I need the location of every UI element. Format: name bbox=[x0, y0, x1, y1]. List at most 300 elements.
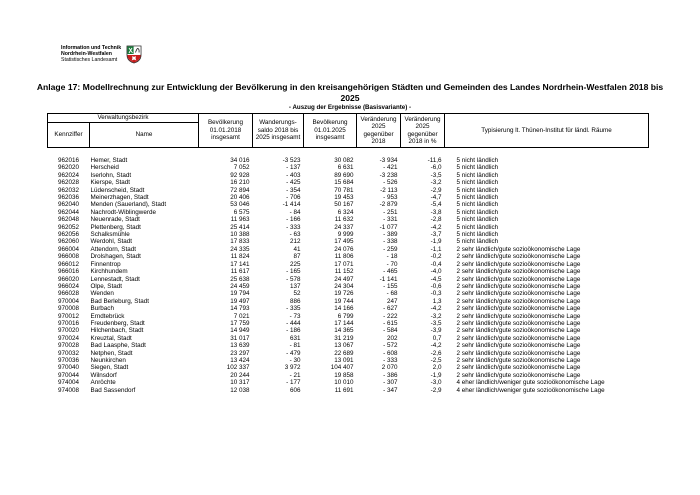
row-typisierung: 2 sehr ländlich/gute sozioökonomische Lage bbox=[456, 282, 581, 290]
row-kennziffer: 970044 bbox=[57, 371, 79, 379]
row-bev2025: 19 858 bbox=[334, 371, 354, 379]
row-kennziffer: 970024 bbox=[57, 334, 79, 342]
row-veraenderung: - 307 bbox=[383, 379, 398, 387]
page-subtitle: - Auszug der Ergebnisse (Basisvariante) - bbox=[288, 104, 412, 111]
row-veraenderung: - 608 bbox=[383, 349, 398, 357]
row-veraenderung: - 251 bbox=[383, 208, 398, 216]
row-kennziffer: 970020 bbox=[57, 327, 79, 335]
row-kennziffer: 962032 bbox=[57, 186, 79, 194]
row-veraenderung: - 259 bbox=[383, 245, 398, 253]
row-veraenderung-pct: -0,3 bbox=[430, 290, 442, 298]
row-typisierung: 5 nicht ländlich bbox=[456, 194, 499, 202]
row-bev2025: 11 691 bbox=[334, 386, 354, 394]
row-bev2018: 102 337 bbox=[226, 364, 250, 372]
row-name: Lennestadt, Stadt bbox=[90, 275, 140, 283]
row-saldo: -3 523 bbox=[282, 157, 301, 164]
row-veraenderung-pct: -6,0 bbox=[430, 164, 442, 172]
row-bev2018: 11 963 bbox=[230, 216, 250, 224]
row-bev2018: 17 759 bbox=[230, 319, 250, 327]
row-name: Bad Berleburg, Stadt bbox=[90, 297, 149, 305]
table-row bbox=[48, 320, 649, 327]
logo-line-1: Information und Technik bbox=[61, 45, 122, 51]
row-name: Plettenberg, Stadt bbox=[90, 223, 141, 231]
table-row bbox=[48, 313, 649, 320]
row-bev2018: 19 794 bbox=[230, 290, 250, 298]
row-name: Olpe, Stadt bbox=[90, 282, 123, 290]
table-row bbox=[48, 327, 649, 334]
row-veraenderung-pct: -3,0 bbox=[430, 379, 442, 387]
row-veraenderung: -3 934 bbox=[379, 157, 398, 164]
row-kennziffer: 970004 bbox=[57, 297, 79, 305]
row-bev2025: 14 365 bbox=[334, 327, 354, 335]
row-bev2025: 17 071 bbox=[334, 260, 354, 268]
row-saldo: - 137 bbox=[286, 164, 301, 172]
logo-text bbox=[61, 45, 121, 63]
row-name: Wilnsdorf bbox=[90, 371, 117, 379]
row-kennziffer: 966008 bbox=[57, 253, 79, 261]
row-veraenderung: - 18 bbox=[386, 253, 398, 261]
row-veraenderung-pct: -3,2 bbox=[430, 312, 442, 320]
row-bev2018: 92 928 bbox=[230, 171, 250, 179]
row-saldo: - 479 bbox=[286, 349, 301, 357]
header-typisierung: Typisierung lt. Thünen-Institut für ländl. Räume bbox=[445, 114, 649, 148]
row-saldo: - 63 bbox=[289, 231, 301, 239]
row-veraenderung: -2 879 bbox=[379, 201, 398, 209]
row-bev2025: 13 067 bbox=[334, 342, 354, 350]
row-veraenderung-pct: -1,9 bbox=[430, 371, 442, 379]
row-veraenderung-pct: -2,5 bbox=[430, 356, 442, 364]
row-veraenderung-pct: -1,1 bbox=[430, 245, 442, 253]
row-kennziffer: 970040 bbox=[57, 364, 79, 372]
row-typisierung: 5 nicht ländlich bbox=[456, 164, 499, 172]
row-bev2018: 13 639 bbox=[230, 342, 250, 350]
row-name: Schalksmühle bbox=[90, 231, 130, 239]
header-bev2025: Bevölkerung 01.01.2025 insgesamt bbox=[304, 114, 357, 148]
row-name: Burbach bbox=[90, 305, 114, 313]
table-row bbox=[48, 379, 649, 386]
row-bev2018: 11 824 bbox=[230, 253, 250, 261]
row-veraenderung: 202 bbox=[386, 334, 398, 342]
table-row bbox=[48, 194, 649, 201]
row-typisierung: 2 sehr ländlich/gute sozioökonomische Lage bbox=[456, 245, 581, 253]
table-row bbox=[48, 350, 649, 357]
row-typisierung: 2 sehr ländlich/gute sozioökonomische Lage bbox=[456, 349, 581, 357]
row-bev2025: 19 453 bbox=[334, 194, 354, 202]
row-saldo: 886 bbox=[289, 297, 301, 305]
row-veraenderung: - 333 bbox=[383, 356, 398, 364]
row-typisierung: 2 sehr ländlich/gute sozioökonomische Lage bbox=[456, 290, 581, 298]
table-row bbox=[48, 179, 649, 186]
row-veraenderung: - 627 bbox=[383, 305, 398, 313]
row-bev2025: 14 166 bbox=[334, 305, 354, 313]
row-typisierung: 2 sehr ländlich/gute sozioökonomische Lage bbox=[456, 312, 581, 320]
table-row bbox=[48, 357, 649, 364]
table-row bbox=[48, 261, 649, 268]
row-bev2018: 25 414 bbox=[230, 223, 250, 231]
row-veraenderung: 247 bbox=[386, 297, 398, 305]
row-veraenderung-pct: -3,5 bbox=[430, 171, 442, 179]
header-saldo: Wanderungs-saldo 2018 bis 2025 insgesamt bbox=[253, 114, 304, 148]
table-row bbox=[48, 201, 649, 208]
row-saldo: - 21 bbox=[289, 371, 301, 379]
table-row bbox=[48, 290, 649, 297]
row-veraenderung: - 338 bbox=[383, 238, 398, 246]
nrw-crest-icon bbox=[126, 45, 142, 64]
row-saldo: - 165 bbox=[286, 268, 301, 276]
row-veraenderung-pct: -2,6 bbox=[430, 349, 442, 357]
row-bev2018: 17 833 bbox=[230, 238, 250, 246]
row-typisierung: 2 sehr ländlich/gute sozioökonomische Lage bbox=[456, 327, 581, 335]
row-veraenderung-pct: 2,0 bbox=[432, 364, 442, 372]
row-saldo: -1 414 bbox=[282, 201, 301, 209]
row-veraenderung: - 222 bbox=[383, 312, 398, 320]
row-name: Hemer, Stadt bbox=[90, 157, 128, 164]
row-kennziffer: 970036 bbox=[57, 356, 79, 364]
row-veraenderung-pct: -3,7 bbox=[430, 231, 442, 239]
row-kennziffer: 970008 bbox=[57, 305, 79, 313]
table-row bbox=[48, 209, 649, 216]
header-bev2018: Bevölkerung 01.01.2018 insgesamt bbox=[199, 114, 253, 148]
row-saldo: 41 bbox=[293, 245, 301, 253]
row-kennziffer: 966024 bbox=[57, 282, 79, 290]
row-name: Netphen, Stadt bbox=[90, 349, 133, 357]
table-row bbox=[48, 224, 649, 231]
row-veraenderung-pct: -1,9 bbox=[430, 238, 442, 246]
row-bev2018: 34 016 bbox=[230, 157, 250, 164]
header-name: Name bbox=[90, 123, 199, 148]
row-name: Attendorn, Stadt bbox=[90, 245, 137, 253]
row-typisierung: 5 nicht ländlich bbox=[456, 157, 499, 164]
row-veraenderung: - 615 bbox=[383, 319, 398, 327]
table-row bbox=[48, 231, 649, 238]
row-saldo: - 166 bbox=[286, 216, 301, 224]
row-saldo: 52 bbox=[293, 290, 301, 298]
row-bev2018: 23 297 bbox=[230, 349, 250, 357]
row-veraenderung: - 526 bbox=[383, 179, 398, 187]
table-row bbox=[48, 164, 649, 171]
row-kennziffer: 962016 bbox=[57, 157, 79, 164]
table-row bbox=[48, 268, 649, 275]
row-typisierung: 2 sehr ländlich/gute sozioökonomische Lage bbox=[456, 371, 581, 379]
row-typisierung: 2 sehr ländlich/gute sozioökonomische Lage bbox=[456, 268, 581, 276]
row-veraenderung: - 584 bbox=[383, 327, 398, 335]
row-typisierung: 5 nicht ländlich bbox=[456, 216, 499, 224]
row-saldo: - 81 bbox=[289, 342, 301, 350]
row-saldo: 87 bbox=[293, 253, 301, 261]
row-veraenderung-pct: -4,0 bbox=[430, 268, 442, 276]
row-typisierung: 5 nicht ländlich bbox=[456, 208, 499, 216]
table-row bbox=[48, 387, 649, 394]
row-kennziffer: 962060 bbox=[57, 238, 79, 246]
header-veraenderung-pct: Veränderung 2025 gegenüber 2018 in % bbox=[401, 114, 445, 148]
row-veraenderung: - 347 bbox=[383, 386, 398, 394]
row-saldo: - 403 bbox=[286, 171, 301, 179]
row-bev2025: 15 684 bbox=[334, 179, 354, 187]
row-bev2025: 24 304 bbox=[334, 282, 354, 290]
table-row bbox=[48, 335, 649, 342]
row-bev2025: 22 689 bbox=[334, 349, 354, 357]
row-typisierung: 2 sehr ländlich/gute sozioökonomische Lage bbox=[456, 305, 581, 313]
row-bev2025: 24 497 bbox=[334, 275, 354, 283]
row-bev2025: 70 781 bbox=[334, 186, 354, 194]
table-row bbox=[48, 216, 649, 223]
row-kennziffer: 962040 bbox=[57, 201, 79, 209]
row-bev2025: 17 495 bbox=[334, 238, 354, 246]
row-saldo: - 578 bbox=[286, 275, 301, 283]
row-veraenderung-pct: -2,9 bbox=[430, 186, 442, 194]
row-typisierung: 5 nicht ländlich bbox=[456, 223, 499, 231]
row-bev2018: 7 052 bbox=[233, 164, 250, 172]
table-row bbox=[48, 157, 649, 164]
row-bev2025: 11 806 bbox=[334, 253, 354, 261]
row-name: Kirchhundem bbox=[90, 268, 128, 276]
row-typisierung: 4 eher ländlich/weniger gute sozioökonomische Lage bbox=[456, 386, 605, 394]
row-kennziffer: 966028 bbox=[57, 290, 79, 298]
row-saldo: 212 bbox=[289, 238, 301, 246]
row-name: Iserlohn, Stadt bbox=[90, 171, 132, 179]
row-bev2018: 16 210 bbox=[230, 179, 250, 187]
row-bev2025: 6 631 bbox=[337, 164, 354, 172]
row-veraenderung-pct: -0,4 bbox=[430, 260, 442, 268]
row-bev2025: 10 010 bbox=[334, 379, 354, 387]
row-kennziffer: 970012 bbox=[57, 312, 79, 320]
row-veraenderung-pct: -3,8 bbox=[430, 208, 442, 216]
row-bev2018: 20 406 bbox=[230, 194, 250, 202]
row-typisierung: 5 nicht ländlich bbox=[456, 171, 499, 179]
row-veraenderung-pct: -3,9 bbox=[430, 327, 442, 335]
row-veraenderung: - 572 bbox=[383, 342, 398, 350]
logo-line-2: Nordrhein-Westfalen bbox=[61, 51, 112, 57]
row-bev2025: 104 407 bbox=[330, 364, 354, 372]
row-saldo: - 706 bbox=[286, 194, 301, 202]
row-name: Freudenberg, Stadt bbox=[90, 319, 145, 327]
row-typisierung: 5 nicht ländlich bbox=[456, 179, 499, 187]
row-name: Menden (Sauerland), Stadt bbox=[90, 201, 167, 209]
row-kennziffer: 966016 bbox=[57, 268, 79, 276]
row-name: Werdohl, Stadt bbox=[90, 238, 133, 246]
row-bev2018: 6 575 bbox=[233, 208, 250, 216]
row-saldo: - 73 bbox=[289, 312, 301, 320]
row-kennziffer: 962036 bbox=[57, 194, 79, 202]
row-kennziffer: 962048 bbox=[57, 216, 79, 224]
row-saldo: - 177 bbox=[286, 379, 301, 387]
row-veraenderung-pct: -0,2 bbox=[430, 253, 442, 261]
row-name: Lüdenscheid, Stadt bbox=[90, 186, 145, 194]
row-saldo: - 186 bbox=[286, 327, 301, 335]
row-bev2025: 24 337 bbox=[334, 223, 354, 231]
row-saldo: - 30 bbox=[289, 356, 301, 364]
row-bev2025: 13 091 bbox=[334, 356, 354, 364]
row-veraenderung-pct: -2,8 bbox=[430, 216, 442, 224]
row-kennziffer: 974008 bbox=[57, 386, 79, 394]
row-kennziffer: 970016 bbox=[57, 319, 79, 327]
row-veraenderung-pct: -4,2 bbox=[430, 342, 442, 350]
row-kennziffer: 962056 bbox=[57, 231, 79, 239]
row-veraenderung-pct: -4,2 bbox=[430, 223, 442, 231]
row-kennziffer: 962020 bbox=[57, 164, 79, 172]
row-bev2025: 89 690 bbox=[334, 171, 354, 179]
row-name: Siegen, Stadt bbox=[90, 364, 129, 372]
row-bev2018: 10 317 bbox=[230, 379, 250, 387]
row-veraenderung: - 953 bbox=[383, 194, 398, 202]
table-row bbox=[48, 276, 649, 283]
row-saldo: - 444 bbox=[286, 319, 301, 327]
row-veraenderung-pct: -4,5 bbox=[430, 275, 442, 283]
row-name: Finnentrop bbox=[90, 260, 121, 268]
table-row bbox=[48, 305, 649, 312]
row-saldo: - 84 bbox=[289, 208, 301, 216]
row-bev2025: 6 799 bbox=[337, 312, 354, 320]
row-veraenderung: -1 077 bbox=[379, 223, 398, 231]
row-kennziffer: 962052 bbox=[57, 223, 79, 231]
row-bev2018: 20 244 bbox=[230, 371, 250, 379]
row-name: Anröchte bbox=[90, 379, 116, 387]
page-title: Anlage 17: Modellrechnung zur Entwicklung der Bevölkerung in den kreisangehörigen Städten und Gemeinden des Landes Nordrhein-Westfalen 2018 bis 2025 bbox=[36, 82, 664, 103]
row-veraenderung: - 155 bbox=[383, 282, 398, 290]
row-bev2018: 19 497 bbox=[230, 297, 250, 305]
table-row bbox=[48, 364, 649, 371]
row-veraenderung-pct: 0,7 bbox=[432, 334, 442, 342]
row-bev2018: 25 638 bbox=[230, 275, 250, 283]
row-saldo: 631 bbox=[289, 334, 301, 342]
row-veraenderung: -3 238 bbox=[379, 171, 398, 179]
row-typisierung: 2 sehr ländlich/gute sozioökonomische Lage bbox=[456, 364, 581, 372]
row-veraenderung-pct: 1,3 bbox=[432, 297, 442, 305]
row-veraenderung: -2 113 bbox=[380, 186, 398, 194]
row-bev2025: 6 324 bbox=[337, 208, 354, 216]
row-typisierung: 2 sehr ländlich/gute sozioökonomische Lage bbox=[456, 253, 581, 261]
row-kennziffer: 966012 bbox=[57, 260, 79, 268]
row-typisierung: 2 sehr ländlich/gute sozioökonomische Lage bbox=[456, 297, 581, 305]
table-row bbox=[48, 238, 649, 245]
row-veraenderung-pct: -4,7 bbox=[430, 194, 442, 202]
row-bev2018: 11 617 bbox=[230, 268, 250, 276]
row-bev2018: 7 021 bbox=[233, 312, 250, 320]
row-name: Bad Sassendorf bbox=[90, 386, 136, 394]
row-veraenderung-pct: -2,9 bbox=[430, 386, 442, 394]
row-bev2018: 31 017 bbox=[230, 334, 250, 342]
row-bev2025: 17 144 bbox=[334, 319, 354, 327]
row-kennziffer: 966020 bbox=[57, 275, 79, 283]
row-bev2018: 53 046 bbox=[230, 201, 250, 209]
row-veraenderung-pct: -3,5 bbox=[430, 319, 442, 327]
row-typisierung: 2 sehr ländlich/gute sozioökonomische Lage bbox=[456, 356, 581, 364]
row-saldo: - 425 bbox=[286, 179, 301, 187]
row-typisierung: 5 nicht ländlich bbox=[456, 238, 499, 246]
row-saldo: 3 972 bbox=[284, 364, 301, 372]
header-kennziffer: Kennziffer bbox=[48, 123, 90, 148]
row-bev2018: 12 038 bbox=[230, 386, 250, 394]
row-name: Erndtebrück bbox=[90, 312, 125, 320]
table-row bbox=[48, 372, 649, 379]
row-name: Nachrodt-Wiblingwerde bbox=[90, 208, 156, 216]
row-name: Hilchenbach, Stadt bbox=[90, 327, 144, 335]
row-veraenderung: - 70 bbox=[386, 260, 398, 268]
row-kennziffer: 966004 bbox=[57, 245, 79, 253]
row-bev2025: 50 167 bbox=[334, 201, 354, 209]
row-bev2018: 14 793 bbox=[230, 305, 250, 313]
row-bev2025: 11 152 bbox=[334, 268, 354, 276]
row-saldo: 225 bbox=[289, 260, 301, 268]
row-bev2025: 30 082 bbox=[334, 157, 354, 164]
table-row bbox=[48, 283, 649, 290]
row-bev2025: 19 744 bbox=[334, 297, 354, 305]
row-bev2025: 31 219 bbox=[334, 334, 354, 342]
row-bev2025: 11 632 bbox=[334, 216, 354, 224]
row-name: Neuenrade, Stadt bbox=[90, 216, 140, 224]
row-veraenderung: 2 070 bbox=[381, 364, 398, 372]
table-row bbox=[48, 298, 649, 305]
row-typisierung: 2 sehr ländlich/gute sozioökonomische Lage bbox=[456, 334, 581, 342]
table-row bbox=[48, 172, 649, 179]
row-typisierung: 2 sehr ländlich/gute sozioökonomische Lage bbox=[456, 260, 581, 268]
row-saldo: 606 bbox=[289, 386, 301, 394]
row-saldo: - 333 bbox=[286, 223, 301, 231]
row-kennziffer: 974004 bbox=[57, 379, 79, 387]
row-typisierung: 5 nicht ländlich bbox=[456, 186, 499, 194]
row-typisierung: 5 nicht ländlich bbox=[456, 201, 499, 209]
table-row bbox=[48, 253, 649, 260]
table-row bbox=[48, 342, 649, 349]
row-veraenderung: - 68 bbox=[386, 290, 398, 298]
row-veraenderung: - 465 bbox=[383, 268, 398, 276]
row-veraenderung: -1 141 bbox=[379, 275, 398, 283]
row-name: Neunkirchen bbox=[90, 356, 126, 364]
row-veraenderung: - 389 bbox=[383, 231, 398, 239]
row-name: Kreuztal, Stadt bbox=[90, 334, 132, 342]
row-bev2018: 72 894 bbox=[230, 186, 250, 194]
row-veraenderung-pct: -4,2 bbox=[430, 305, 442, 313]
logo-line-3: Statistisches Landesamt bbox=[61, 57, 118, 63]
row-bev2018: 17 141 bbox=[230, 260, 250, 268]
table-row bbox=[48, 187, 649, 194]
population-table bbox=[47, 113, 649, 394]
row-bev2025: 24 076 bbox=[334, 245, 354, 253]
row-bev2018: 10 388 bbox=[230, 231, 250, 239]
row-typisierung: 4 eher ländlich/weniger gute sozioökonomische Lage bbox=[456, 379, 605, 387]
row-bev2018: 24 335 bbox=[230, 245, 250, 253]
row-kennziffer: 962028 bbox=[57, 179, 79, 187]
row-veraenderung: - 386 bbox=[383, 371, 398, 379]
row-typisierung: 2 sehr ländlich/gute sozioökonomische Lage bbox=[456, 319, 581, 327]
row-kennziffer: 962044 bbox=[57, 208, 79, 216]
row-saldo: - 354 bbox=[286, 186, 301, 194]
row-name: Wenden bbox=[90, 290, 114, 298]
row-veraenderung-pct: -0,6 bbox=[430, 282, 442, 290]
row-bev2018: 24 459 bbox=[230, 282, 250, 290]
row-veraenderung-pct: -3,2 bbox=[430, 179, 442, 187]
row-kennziffer: 970028 bbox=[57, 342, 79, 350]
header-verwaltungsbezirk: Verwaltungsbezirk bbox=[48, 114, 199, 123]
row-typisierung: 2 sehr ländlich/gute sozioökonomische Lage bbox=[456, 275, 581, 283]
row-name: Meinerzhagen, Stadt bbox=[90, 194, 149, 202]
row-name: Bad Laasphe, Stadt bbox=[90, 342, 146, 350]
row-saldo: - 335 bbox=[286, 305, 301, 313]
row-name: Herscheid bbox=[90, 164, 119, 172]
row-veraenderung-pct: -5,4 bbox=[430, 201, 442, 209]
row-name: Kierspe, Stadt bbox=[90, 179, 131, 187]
row-name: Drolshagen, Stadt bbox=[90, 253, 141, 261]
row-bev2025: 9 999 bbox=[337, 231, 354, 239]
table-row bbox=[48, 246, 649, 253]
row-bev2018: 13 424 bbox=[230, 356, 250, 364]
row-saldo: 137 bbox=[289, 282, 301, 290]
row-kennziffer: 970032 bbox=[57, 349, 79, 357]
row-veraenderung-pct: -11,6 bbox=[427, 157, 442, 164]
row-kennziffer: 962024 bbox=[57, 171, 79, 179]
row-veraenderung: - 421 bbox=[383, 164, 398, 172]
row-veraenderung: - 331 bbox=[383, 216, 398, 224]
